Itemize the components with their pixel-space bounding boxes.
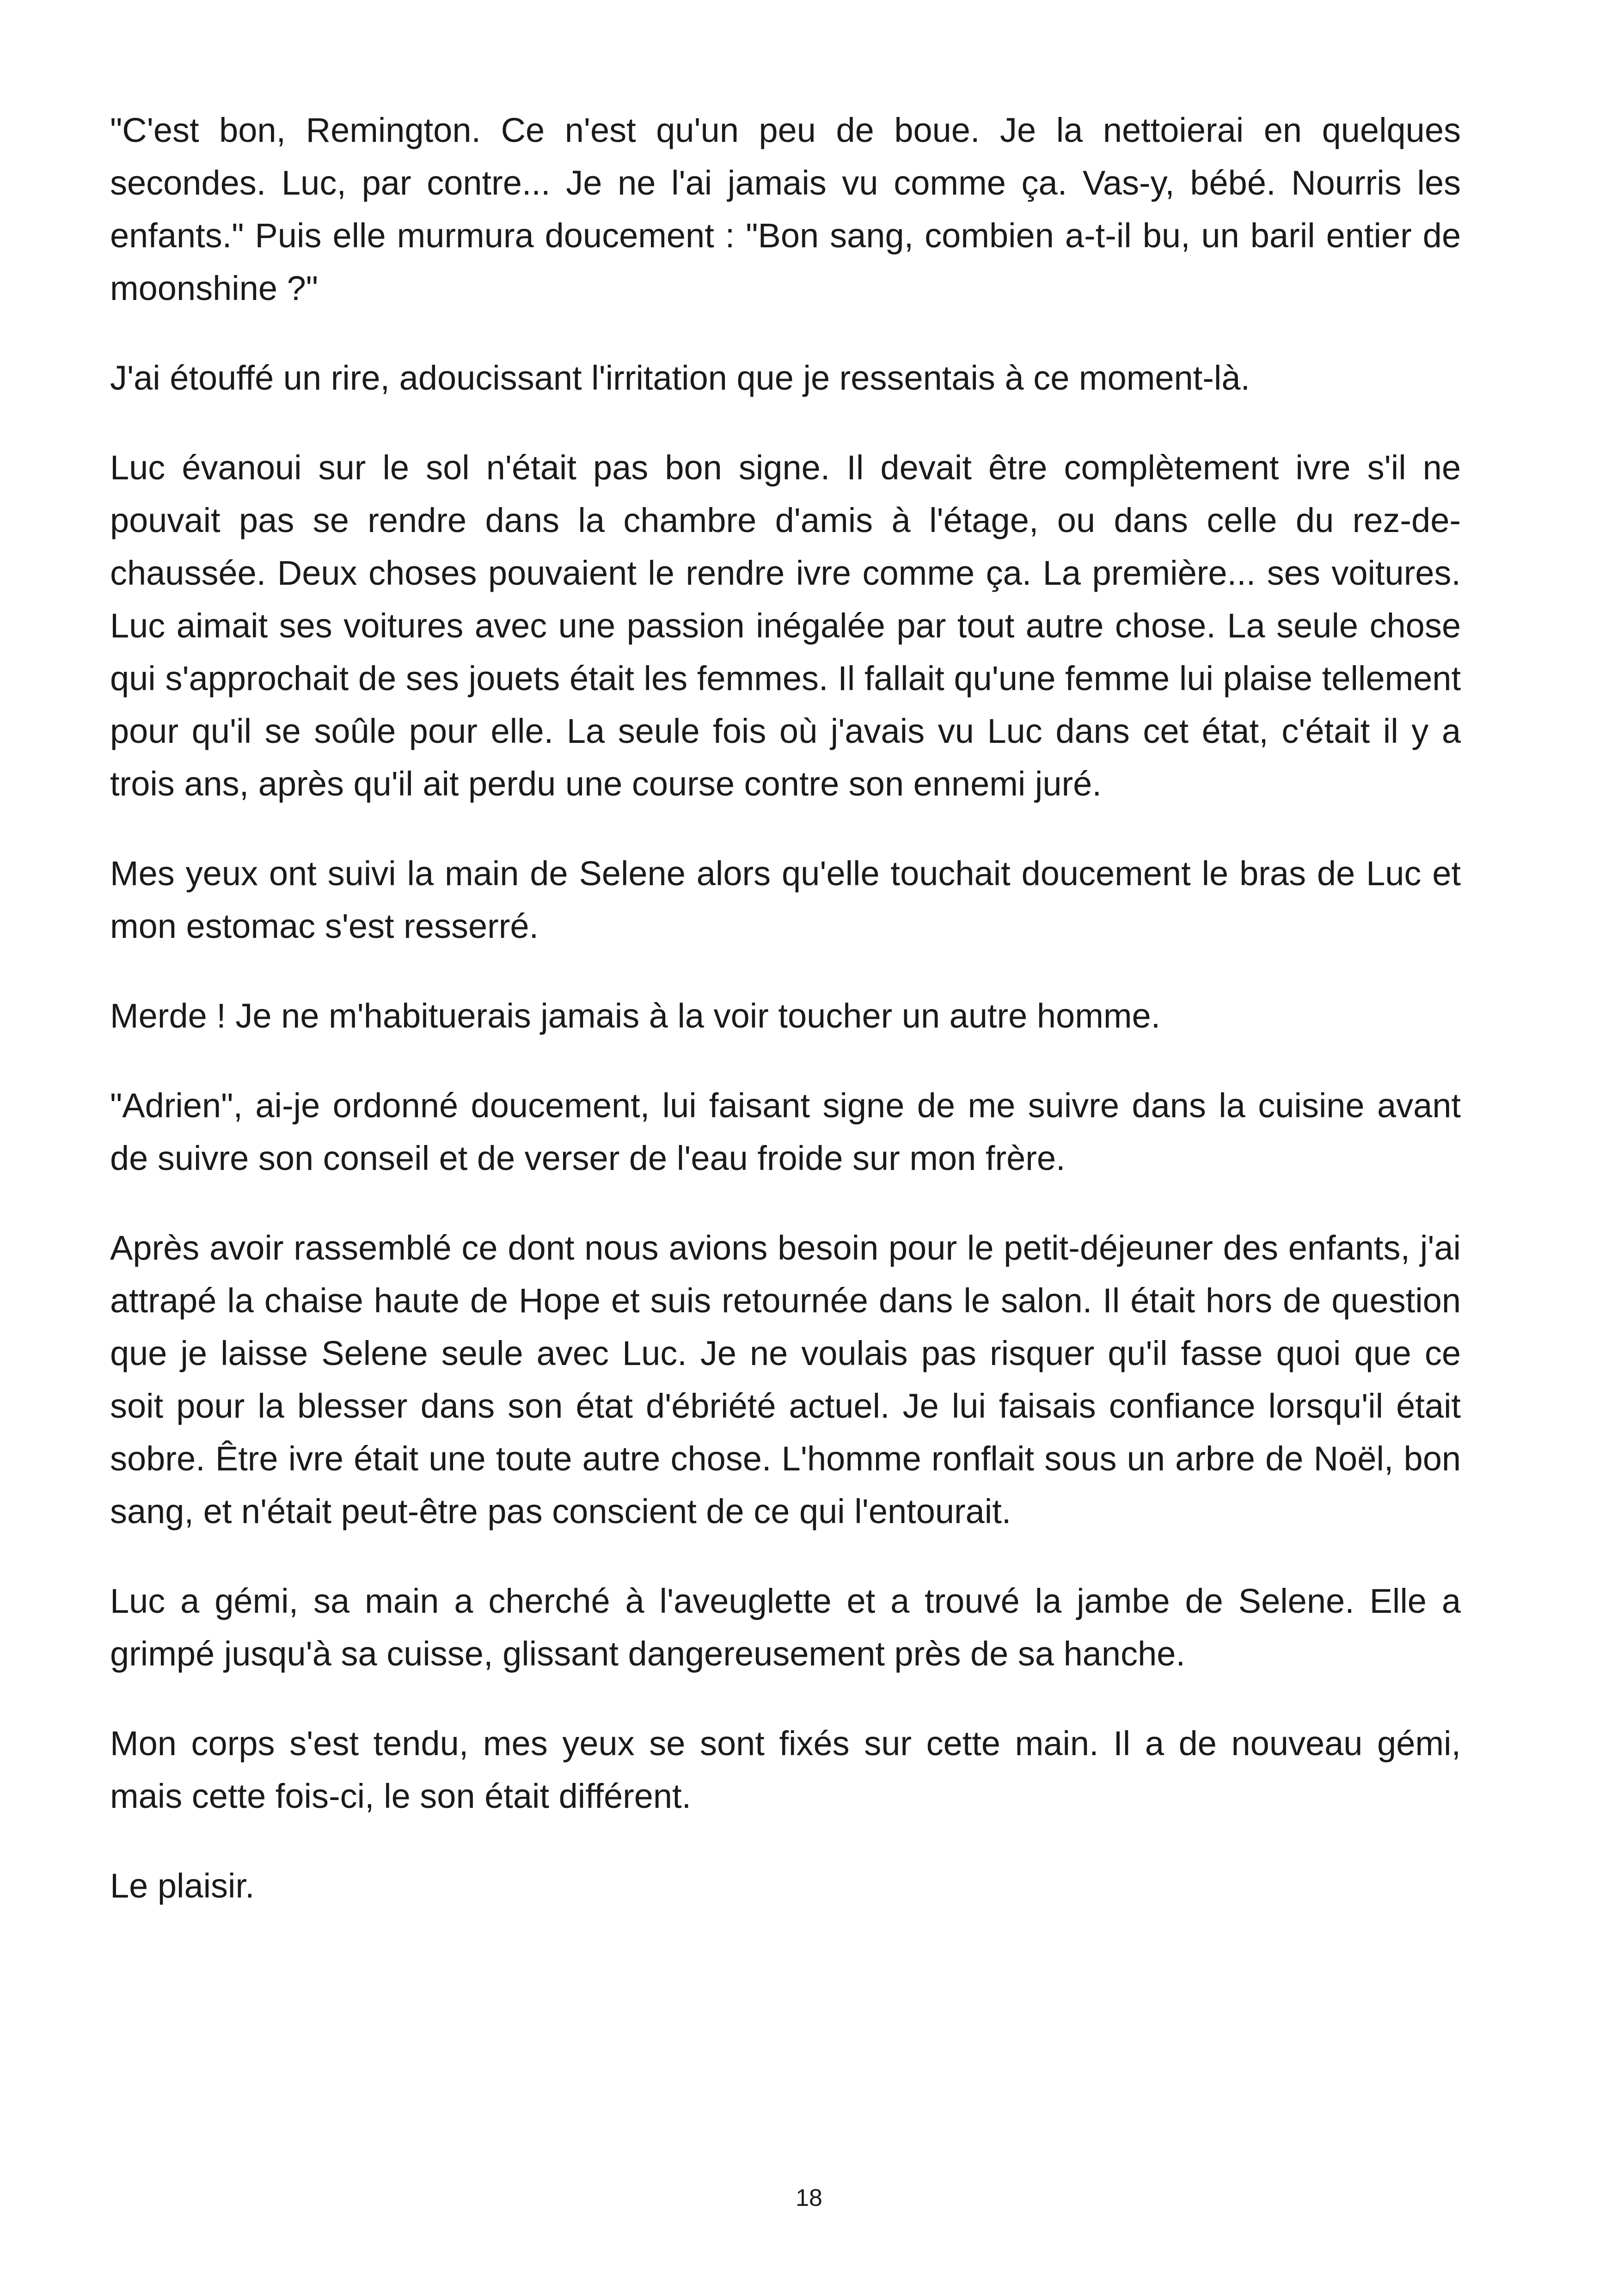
paragraph: Mes yeux ont suivi la main de Selene alors qu'elle touchait doucement le bras de Luc et mon estomac s'est resserré. [110,854,1461,945]
paragraph: "C'est bon, Remington. Ce n'est qu'un peu de boue. Je la nettoierai en quelques secondes. Luc, par contre... Je ne l'ai jamais vu comme ça. Vas-y, bébé. Nourris les enfants." Puis elle murmura doucement : "Bon sang, combien a-t-il bu, un baril entier de moonshine ?" [110,111,1461,307]
body-text [110,104,1461,1949]
paragraph: Luc a gémi, sa main a cherché à l'aveuglette et a trouvé la jambe de Selene. Elle a grimpé jusqu'à sa cuisse, glissant dangereusement près de sa hanche. [110,1582,1461,1673]
paragraph: Le plaisir. [110,1867,255,1905]
paragraph: Merde ! Je ne m'habituerais jamais à la voir toucher un autre homme. [110,997,1161,1035]
page-number: 18 [796,2185,822,2211]
paragraph: "Adrien", ai-je ordonné doucement, lui faisant signe de me suivre dans la cuisine avant de suivre son conseil et de verser de l'eau froide sur mon frère. [110,1086,1461,1177]
paragraph: Mon corps s'est tendu, mes yeux se sont fixés sur cette main. Il a de nouveau gémi, mais cette fois-ci, le son était différent. [110,1724,1461,1815]
paragraph: Luc évanoui sur le sol n'était pas bon signe. Il devait être complètement ivre s'il ne pouvait pas se rendre dans la chambre d'amis à l'étage, ou dans celle du rez-de-chaussée. Deux choses pouvaient le rendre ivre comme ça. La première... ses voitures. Luc aimait ses voitures avec une passion inégalée par tout autre chose. La seule chose qui s'approchait de ses jouets était les femmes. Il fallait qu'une femme lui plaise tellement pour qu'il se soûle pour elle. La seule fois où j'avais vu Luc dans cet état, c'était il y a trois ans, après qu'il ait perdu une course contre son ennemi juré. [110,448,1461,803]
paragraph: Après avoir rassemblé ce dont nous avions besoin pour le petit-déjeuner des enfants, j'ai attrapé la chaise haute de Hope et suis retournée dans le salon. Il était hors de question que je laisse Selene seule avec Luc. Je ne voulais pas risquer qu'il fasse quoi que ce soit pour la blesser dans son état d'ébriété actuel. Je lui faisais confiance lorsqu'il était sobre. Être ivre était une toute autre chose. L'homme ronflait sous un arbre de Noël, bon sang, et n'était peut-être pas conscient de ce qui l'entourait. [110,1229,1461,1531]
paragraph: J'ai étouffé un rire, adoucissant l'irritation que je ressentais à ce moment-là. [110,359,1250,397]
